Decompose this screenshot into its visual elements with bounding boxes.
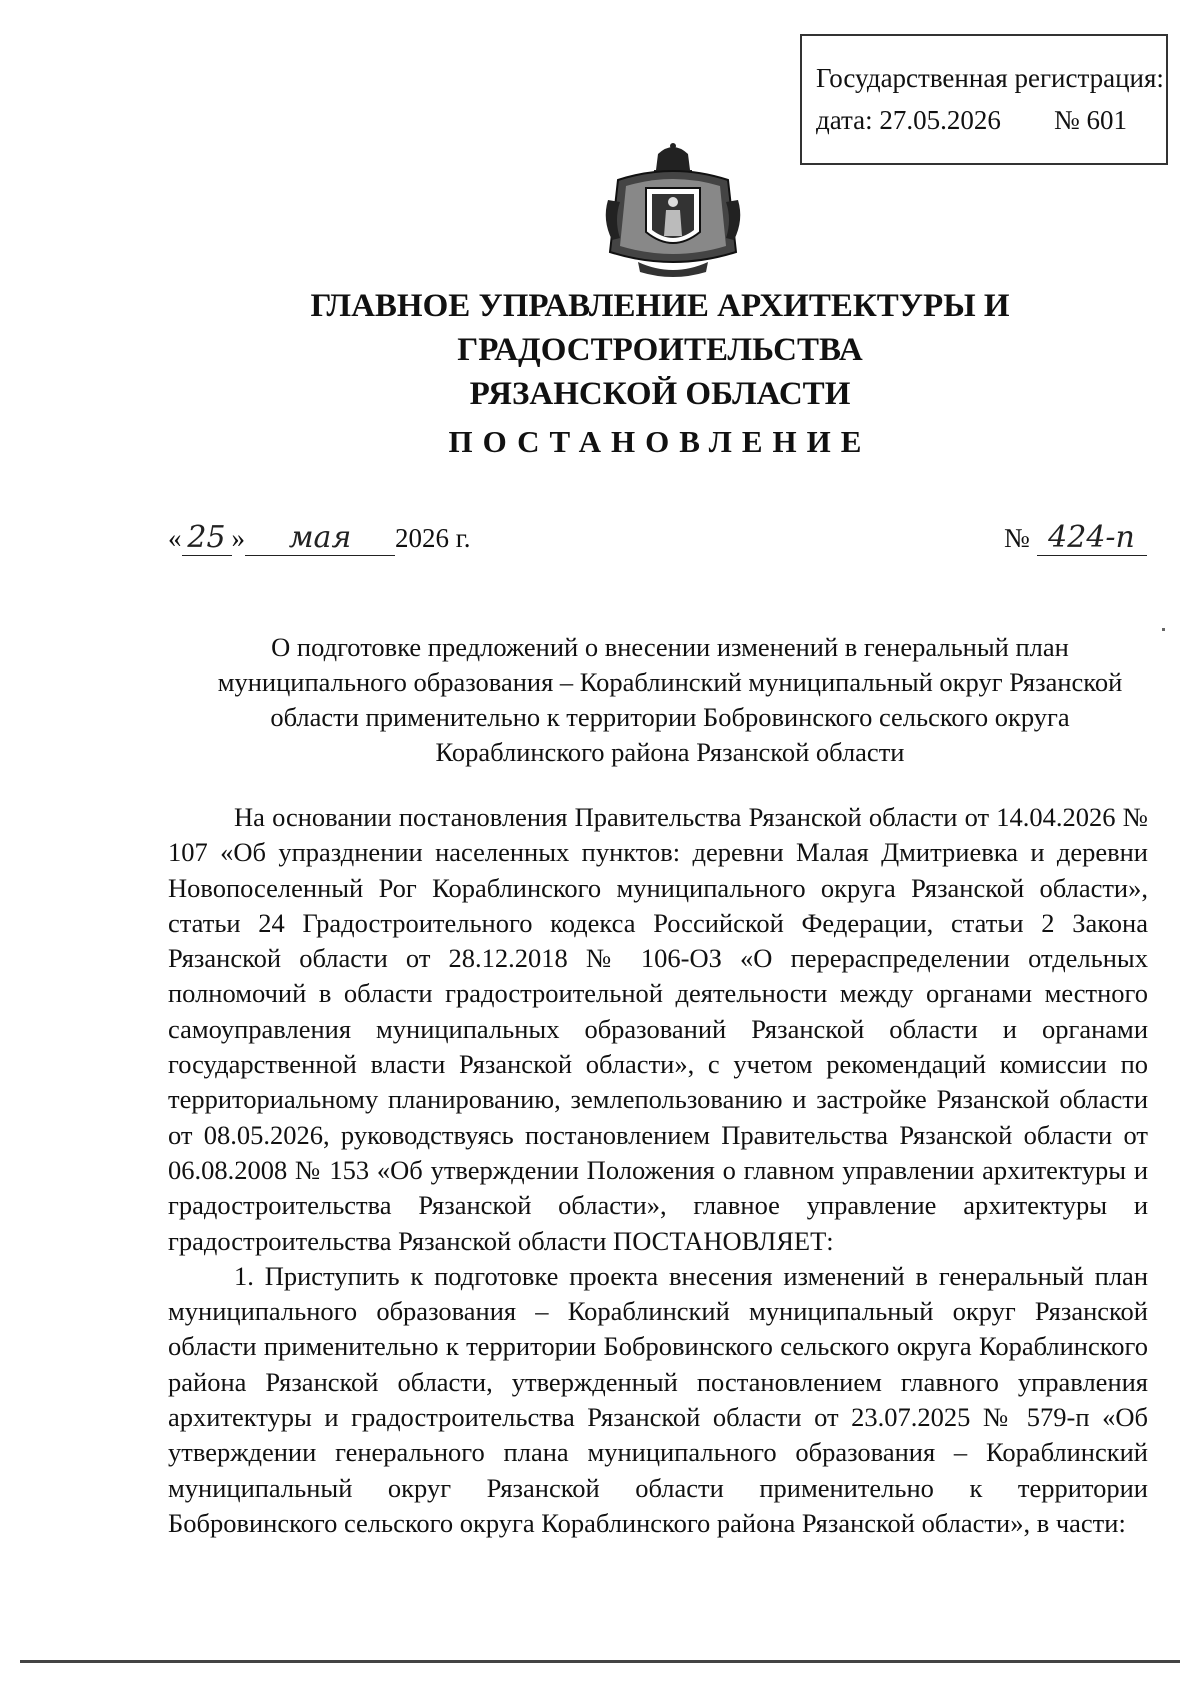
- body-paragraph-1: На основании постановления Правительства Рязанской области от 14.04.2026 № 107 «Об упразднении населенных пунктов: деревни Малая Дмитриевка и деревни Новопоселенный Рог Кораблинского муниципального округа Рязанской области», статьи 24 Градостроительного кодекса Российской Федерации, статьи 2 Закона Рязанской области от 28.12.2018 № 106-ОЗ «О перераспределении отдельных полномочий в области градостроительной деятельности между органами местного самоуправления муниципальных образований Рязанской области и органами государственной власти Рязанской области», с учетом рекомендаций комиссии по территориальному планированию, землепользованию и застройке Рязанской области от 08.05.2026, руководствуясь постановлением Правительства Рязанской области от 06.08.2008 № 153 «Об утверждении Положения о главном управлении архитектуры и градостроительства Рязанской области», главное управление архитектуры и градостроительства Рязанской области ПОСТАНОВЛЯЕТ:: [168, 802, 1148, 1256]
- ryazan-coat-of-arms-icon: [598, 140, 748, 282]
- date-day: 25: [182, 520, 232, 556]
- body-paragraph-2: 1. Приступить к подготовке проекта внесения изменений в генеральный план муниципального образования – Кораблинский муниципальный округ Рязанской области применительно к территории Бобровинского сельского округа Кораблинского района Рязанской области, утвержденный постановлением главного управления архитектуры и градостроительства Рязанской области от 23.07.2025 № 579-п «Об утверждении генерального плана муниципального образования – Кораблинский муниципальный округ Рязанской области применительно к территории Бобровинского сельского округа Кораблинского района Рязанской области», в части:: [168, 1260, 1148, 1538]
- document-body: [168, 800, 1148, 1541]
- date-open-quote: «: [168, 523, 182, 553]
- registration-date: дата: 27.05.2026: [816, 105, 1001, 135]
- document-number: [1004, 520, 1147, 556]
- document-type: ПОСТАНОВЛЕНИЕ: [448, 424, 872, 459]
- subject-line-2: муниципального образования – Кораблинский муниципальный округ Рязанской: [217, 667, 1123, 697]
- organization-name: [140, 284, 1180, 416]
- document-subject: [170, 630, 1170, 770]
- registration-stamp: [800, 34, 1168, 165]
- organization-line-2: РЯЗАНСКОЙ ОБЛАСТИ: [469, 376, 851, 412]
- scan-bottom-edge: [20, 1660, 1180, 1663]
- date-close-quote: »: [231, 523, 245, 553]
- date-month: мая: [245, 520, 395, 556]
- scan-speck: [1162, 628, 1165, 631]
- number-prefix: №: [1004, 523, 1030, 553]
- registration-row: [816, 104, 1156, 136]
- subject-line-1: О подготовке предложений о внесении изменений в генеральный план: [271, 632, 1069, 662]
- registration-title: Государственная регистрация:: [816, 63, 1164, 93]
- document-date: [168, 520, 471, 556]
- date-year: 2026 г.: [395, 523, 471, 553]
- subject-line-3: области применительно к территории Бобровинского сельского округа: [270, 702, 1070, 732]
- registration-number: № 601: [1054, 105, 1128, 135]
- number-value: 424-п: [1037, 520, 1147, 556]
- organization-line-1: ГЛАВНОЕ УПРАВЛЕНИЕ АРХИТЕКТУРЫ И ГРАДОСТРОИТЕЛЬСТВА: [310, 288, 1010, 368]
- subject-line-4: Кораблинского района Рязанской области: [435, 737, 905, 767]
